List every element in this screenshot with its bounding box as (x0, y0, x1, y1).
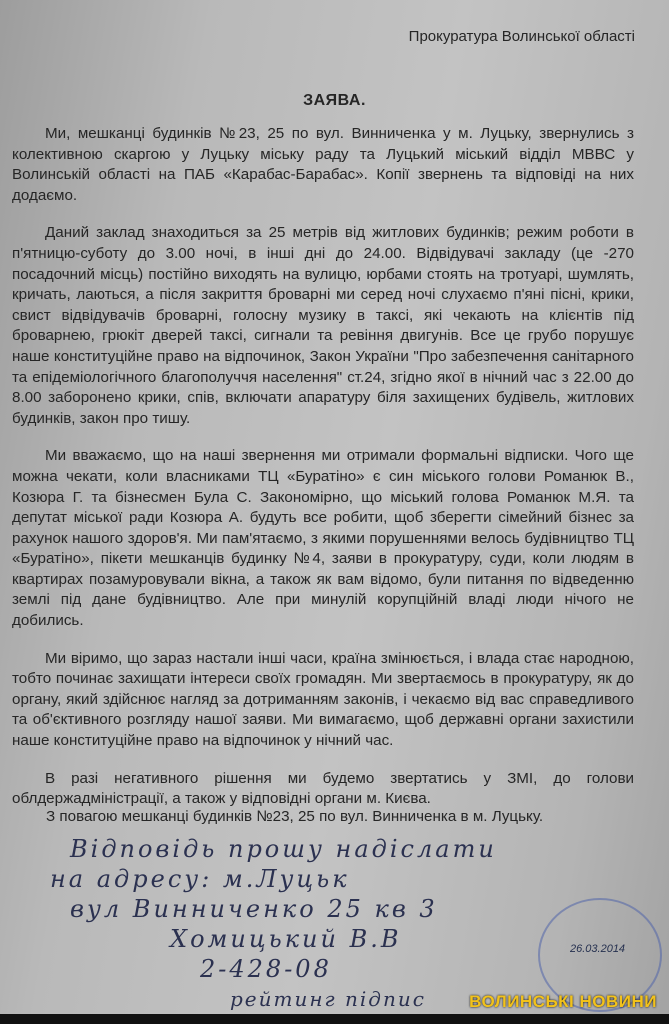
handwritten-line: на адресу: м.Луцьк (50, 865, 350, 893)
handwritten-line: Хомицький В.В (170, 925, 402, 953)
stamp-date: 26.03.2014 (570, 943, 626, 955)
document-body (12, 124, 634, 827)
handwritten-line: вул Винниченко 25 кв 3 (70, 895, 438, 923)
handwritten-line: Відповідь прошу надіслати (70, 835, 497, 863)
closing-line: З повагою мешканці будинків №23, 25 по вул. Винниченка в м. Луцьку. (46, 808, 544, 825)
document-title: ЗАЯВА. (303, 92, 366, 109)
paragraph: Ми віримо, що зараз настали інші часи, країна змінюється, і влада стає народною, тобто починає захищати інтереси своїх громадян. Ми звертаємось в прокуратуру, як до органу, який здійснює нагляд за дотриманням законів, і чекаємо від вас справедливого та об'єктивного розгляду нашої заяви. Ми вимагаємо, щоб державні органи захистили наше конституційне право на відпочинок у нічний час. (12, 649, 634, 750)
handwritten-line: рейтинг підпис (230, 987, 426, 1011)
bottom-bar (0, 1014, 669, 1024)
handwritten-line: 2-428-08 (200, 955, 332, 983)
paragraph: Даний заклад знаходиться за 25 метрів від житлових будинків; режим роботи в п'ятницю-суботу до 3.00 ночі, в інші дні до 24.00. Відвідувачі закладу (це -270 посадочний місць) постійно виходять на вулицю, юрбами стоять на тротуарі, шумлять, кричать, лаються, а після закриття броварні ми серед ночі слухаємо п'яні пісні, крики, свист відвідувачів броварні, голосну музику в таксі, які чекають на клієнтів під броварнею, грюкіт дверей таксі, сигнали та ревіння двигунів. Все це грубо порушує наше конституційне право на відпочинок, Закон України "Про забезпечення санітарного та епідеміологічного благополуччя населення" ст.24, згідно якої в нічний час з 22.00 до 8.00 заборонено крики, спів, включати апаратуру біля захищених будівель, житлових будинків, закон про тишу. (12, 224, 634, 427)
paragraph: В разі негативного рішення ми будемо звертатись у ЗМІ, до голови облдержадміністрації, а також у відповідні органи м. Києва. (12, 769, 634, 808)
watermark-logo: ВОЛИНСЬКІ НОВИНИ (469, 992, 657, 1011)
addressee: Прокуратура Волинської області (408, 28, 635, 45)
paragraph: Ми, мешканці будинків №23, 25 по вул. Винниченка у м. Луцьку, звернулись з колективною скаргою у Луцьку міську раду та Луцький міський відділ МВВС у Волинській області на ПАБ «Карабас-Барабас». Копії звернень та відповіді на них додаємо. (12, 125, 634, 204)
paragraph: Ми вважаємо, що на наші звернення ми отримали формальні відписки. Чого ще можна чекати, коли власниками ТЦ «Буратіно» є син міського голови Романюк В., Козюра Г. та бізнесмен Була С. Закономірно, що міський голова Романюк М.Я. та депутат міської ради Козюра А. будуть все робити, щоб зберегти сімейний бізнес за рахунок нашого здоров'я. Ми пам'ятаємо, з якими порушеннями велось будівництво ТЦ «Буратіно», пікети мешканців будинку №4, заяви в прокуратуру, суди, коли людям в квартирах позамуровували вікна, а також як вам відомо, були питання по відведенню землі під дане будівництво. Але при минулій корупційній владі люди нічого не добились. (12, 447, 634, 630)
